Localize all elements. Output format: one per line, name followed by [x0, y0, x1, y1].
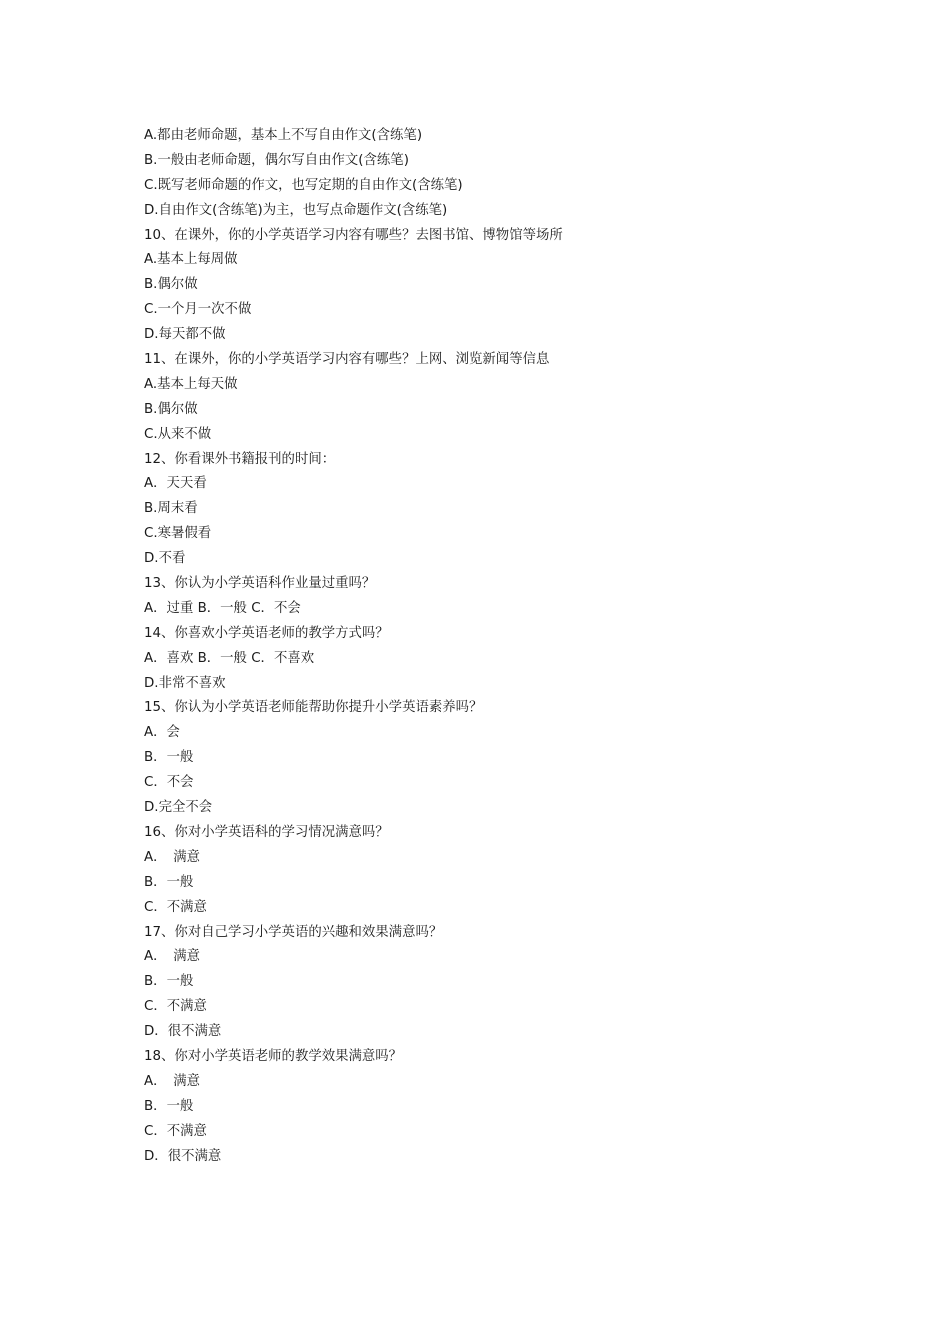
- text-line: D.每天都不做: [144, 327, 226, 343]
- text-line: B.一般由老师命题，偶尔写自由作文(含练笔): [144, 152, 409, 168]
- text-line: B．一般: [144, 974, 194, 990]
- text-line: B．一般: [144, 874, 194, 890]
- text-line: D．很不满意: [144, 1024, 222, 1040]
- text-line: C.既写老师命题的作文，也写定期的自由作文(含练笔): [144, 177, 463, 193]
- text-line: 17、你对自己学习小学英语的兴趣和效果满意吗？: [144, 924, 443, 940]
- text-line: B.周末看: [144, 501, 198, 517]
- text-line: C．不满意: [144, 999, 207, 1015]
- text-line: A.都由老师命题，基本上不写自由作文(含练笔): [144, 128, 423, 143]
- text-line: B．一般: [144, 750, 194, 766]
- text-line: 10、在课外，你的小学英语学习内容有哪些？去图书馆、博物馆等场所: [144, 227, 563, 243]
- text-line: 15、你认为小学英语老师能帮助你提升小学英语素养吗？: [144, 700, 483, 716]
- text-line: 12、你看课外书籍报刊的时间：: [144, 451, 336, 467]
- text-line: A． 满意: [144, 949, 201, 965]
- text-line: A.基本上每天做: [144, 376, 238, 392]
- text-line: A．天天看: [144, 476, 207, 492]
- text-line: D.完全不会: [144, 800, 213, 816]
- text-line: C．不满意: [144, 1123, 207, 1139]
- text-line: D．很不满意: [144, 1148, 222, 1164]
- text-line: C.从来不做: [144, 426, 212, 442]
- text-line: D.不看: [144, 551, 186, 567]
- text-line: A．会: [144, 725, 180, 741]
- text-line: A． 满意: [144, 1073, 201, 1089]
- text-line: B.偶尔做: [144, 401, 198, 417]
- text-line: B．一般: [144, 1098, 194, 1114]
- text-line: A． 满意: [144, 849, 201, 865]
- text-line: 18、你对小学英语老师的教学效果满意吗？: [144, 1048, 403, 1064]
- text-line: 14、你喜欢小学英语老师的教学方式吗？: [144, 625, 389, 641]
- text-line: 11、在课外，你的小学英语学习内容有哪些？上网、浏览新闻等信息: [144, 352, 550, 368]
- text-line: C.寒暑假看: [144, 526, 212, 542]
- text-line: A．过重 B．一般 C．不会: [144, 600, 301, 616]
- text-line: D.自由作文(含练笔)为主，也写点命题作文(含练笔): [144, 202, 448, 218]
- text-line: A．喜欢 B．一般 C．不喜欢: [144, 650, 315, 666]
- text-line: D.非常不喜欢: [144, 675, 226, 691]
- text-line: 13、你认为小学英语科作业量过重吗？: [144, 576, 376, 592]
- text-line: C．不会: [144, 775, 194, 791]
- text-line: C．不满意: [144, 899, 207, 915]
- text-line: 16、你对小学英语科的学习情况满意吗？: [144, 824, 389, 840]
- text-line: C.一个月一次不做: [144, 302, 252, 318]
- questionnaire-text: [144, 124, 844, 1169]
- text-line: B.偶尔做: [144, 277, 198, 293]
- text-line: A.基本上每周做: [144, 252, 238, 268]
